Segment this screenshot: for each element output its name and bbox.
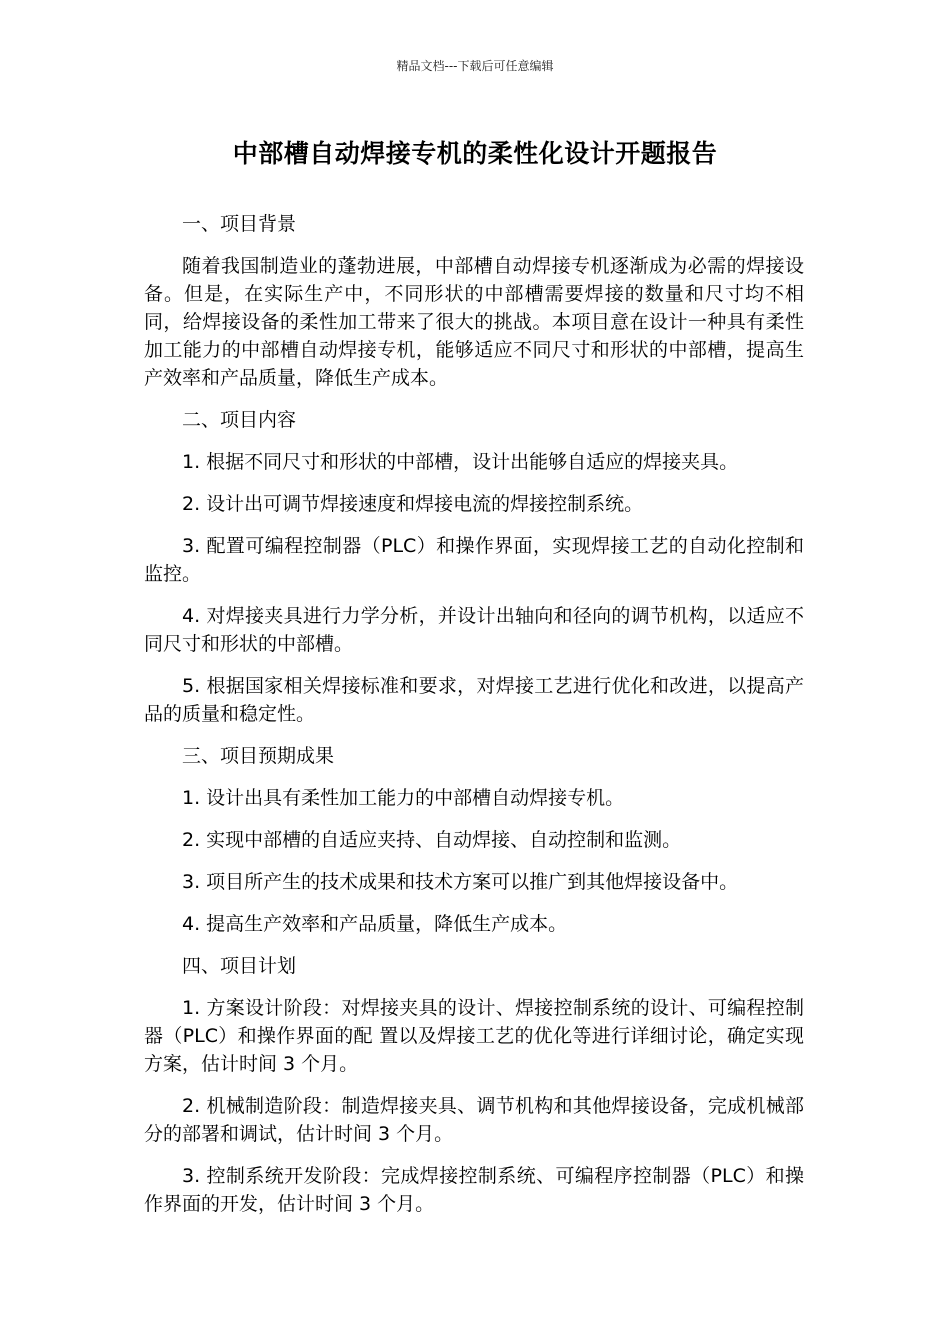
section-heading-content: 二、项目内容 [182, 409, 297, 431]
plan-item-1: 1. 方案设计阶段：对焊接夹具的设计、焊接控制系统的设计、可编程控制器（PLC）和操作界面的配 置以及焊接工艺的优化等进行详细讨论，确定实现方案，估计时间 3 个月。 [144, 997, 804, 1075]
content-item-3: 3. 配置可编程控制器（PLC）和操作界面，实现焊接工艺的自动化控制和监控。 [144, 535, 804, 585]
plan-item-3: 3. 控制系统开发阶段：完成焊接控制系统、可编程序控制器（PLC）和操作界面的开发，估计时间 3 个月。 [144, 1165, 804, 1215]
section-heading-plan: 四、项目计划 [182, 955, 297, 977]
paragraph-background: 随着我国制造业的蓬勃进展，中部槽自动焊接专机逐渐成为必需的焊接设备。但是，在实际生产中，不同形状的中部槽需要焊接的数量和尺寸均不相同，给焊接设备的柔性加工带来了很大的挑战。本项目意在设计一种具有柔性加工能力的中部槽自动焊接专机，能够适应不同尺寸和形状的中部槽，提高生产效率和产品质量，降低生产成本。 [144, 255, 804, 389]
outcome-item-1: 1. 设计出具有柔性加工能力的中部槽自动焊接专机。 [182, 787, 625, 809]
document-title: 中部槽自动焊接专机的柔性化设计开题报告 [232, 139, 718, 168]
outcome-item-2: 2. 实现中部槽的自适应夹持、自动焊接、自动控制和监测。 [182, 829, 682, 851]
document-body [144, 210, 804, 1232]
content-item-4: 4. 对焊接夹具进行力学分析，并设计出轴向和径向的调节机构，以适应不同尺寸和形状的中部槽。 [144, 605, 804, 655]
section-heading-outcomes: 三、项目预期成果 [182, 745, 335, 767]
content-item-5: 5. 根据国家相关焊接标准和要求，对焊接工艺进行优化和改进，以提高产品的质量和稳定性。 [144, 675, 804, 725]
content-item-1: 1. 根据不同尺寸和形状的中部槽，设计出能够自适应的焊接夹具。 [182, 451, 739, 473]
plan-item-2: 2. 机械制造阶段：制造焊接夹具、调节机构和其他焊接设备，完成机械部分的部署和调试，估计时间 3 个月。 [144, 1095, 804, 1145]
section-heading-background: 一、项目背景 [182, 213, 297, 235]
content-item-2: 2. 设计出可调节焊接速度和焊接电流的焊接控制系统。 [182, 493, 644, 515]
outcome-item-3: 3. 项目所产生的技术成果和技术方案可以推广到其他焊接设备中。 [182, 871, 739, 893]
outcome-item-4: 4. 提高生产效率和产品质量，降低生产成本。 [182, 913, 568, 935]
page-header-note: 精品文档---下载后可任意编辑 [396, 59, 554, 73]
